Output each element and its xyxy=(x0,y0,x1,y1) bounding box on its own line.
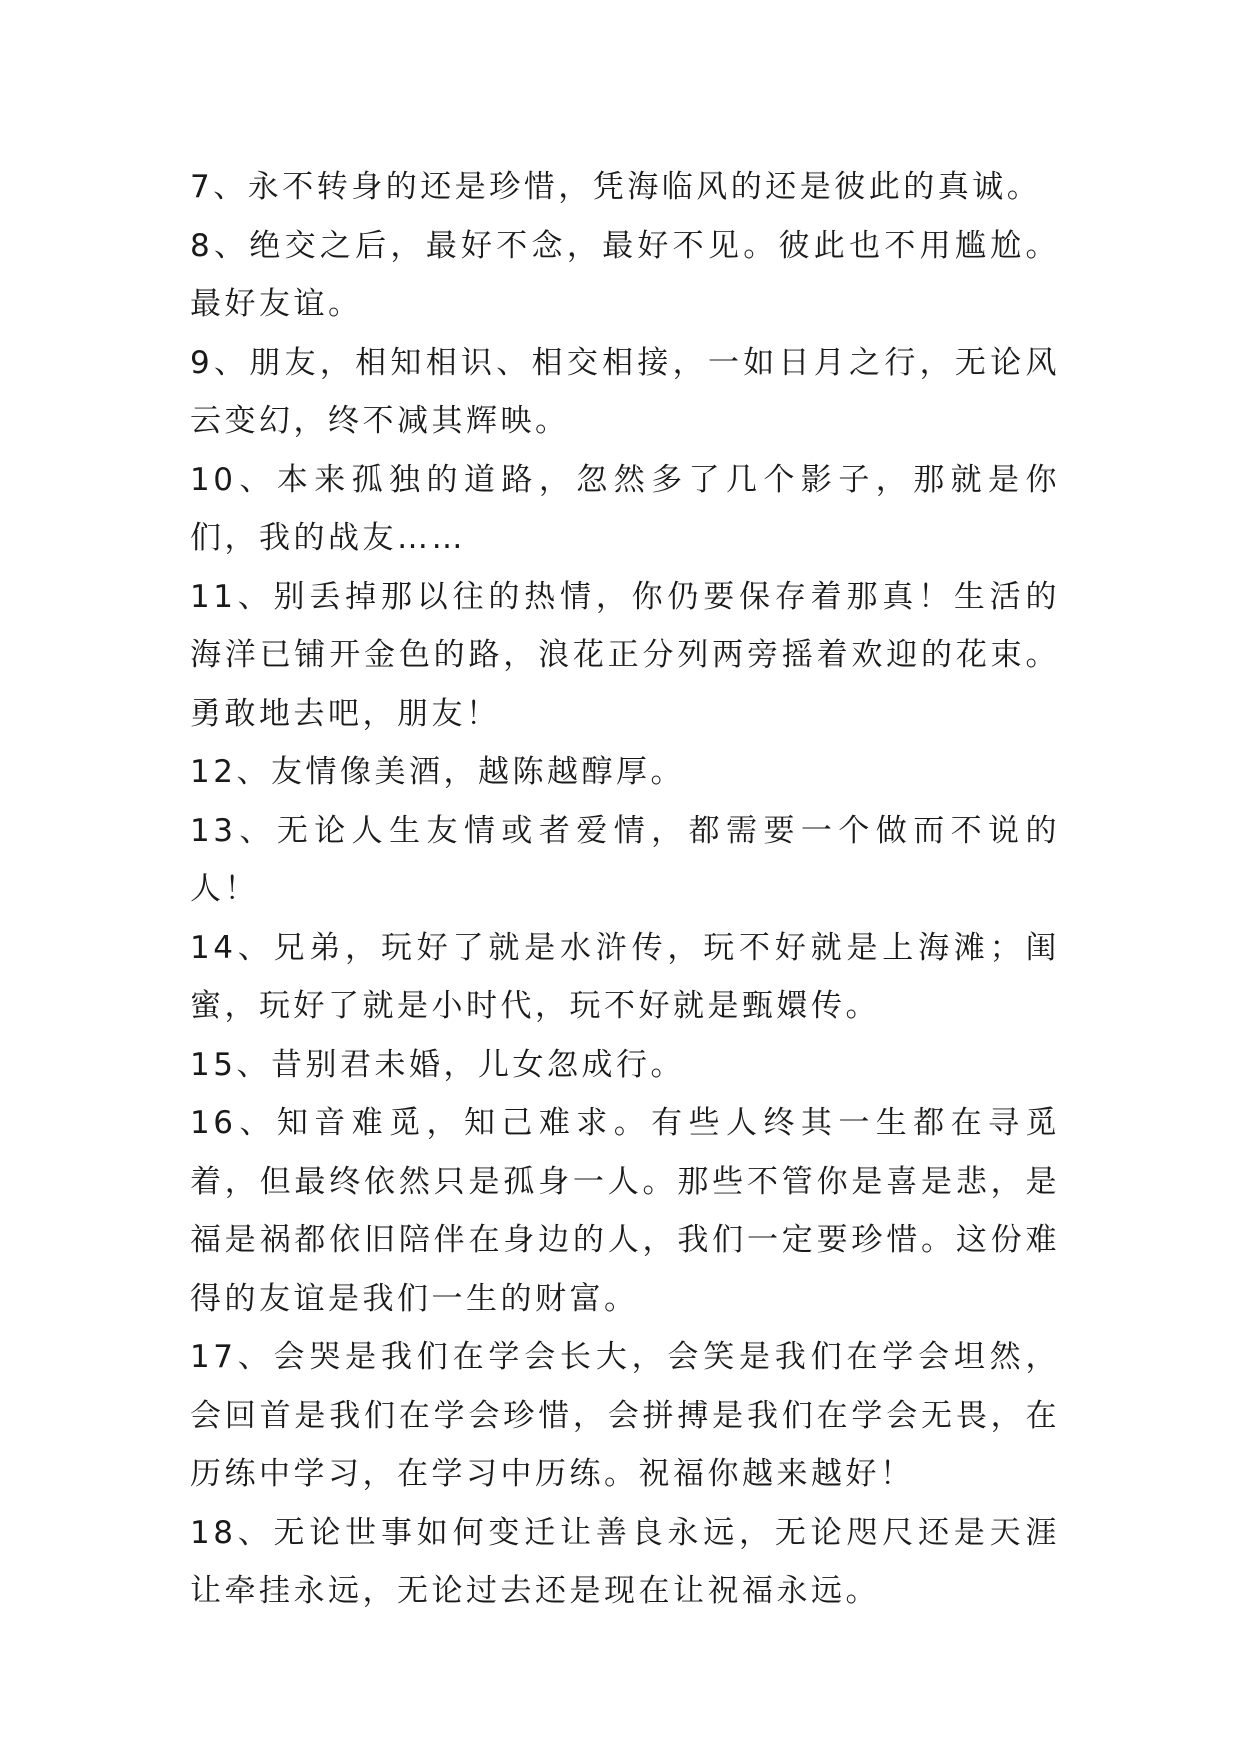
paragraph-18: 18、无论世事如何变迁让善良永远，无论咫尺还是天涯让牵挂永远，无论过去还是现在让祝福永远。 xyxy=(190,1514,1060,1609)
paragraph-16: 16、知音难觅，知己难求。有些人终其一生都在寻觅着，但最终依然只是孤身一人。那些不管你是喜是悲，是福是祸都依旧陪伴在身边的人，我们一定要珍惜。这份难得的友谊是我们一生的财富。 xyxy=(190,1105,1060,1317)
paragraph-15: 15、昔别君未婚，儿女忽成行。 xyxy=(190,1046,685,1083)
paragraph-14: 14、兄弟，玩好了就是水浒传，玩不好就是上海滩；闺蜜，玩好了就是小时代，玩不好就是甄嬛传。 xyxy=(190,929,1060,1024)
document-body xyxy=(190,158,1060,1621)
paragraph-10: 10、本来孤独的道路，忽然多了几个影子，那就是你们，我的战友…… xyxy=(190,461,1060,556)
paragraph-9: 9、朋友，相知相识、相交相接，一如日月之行，无论风云变幻，终不减其辉映。 xyxy=(190,344,1060,439)
paragraph-8: 8、绝交之后，最好不念，最好不见。彼此也不用尴尬。最好友谊。 xyxy=(190,227,1060,322)
paragraph-17: 17、会哭是我们在学会长大，会笑是我们在学会坦然，会回首是我们在学会珍惜，会拼搏是我们在学会无畏，在历练中学习，在学习中历练。祝福你越来越好！ xyxy=(190,1339,1060,1492)
paragraph-13: 13、无论人生友情或者爱情，都需要一个做而不说的人！ xyxy=(190,812,1060,907)
paragraph-12: 12、友情像美酒，越陈越醇厚。 xyxy=(190,754,685,790)
paragraph-11: 11、别丢掉那以往的热情，你仍要保存着那真！生活的海洋已铺开金色的路，浪花正分列两旁摇着欢迎的花束。勇敢地去吧，朋友！ xyxy=(190,578,1060,732)
paragraph-7: 7、永不转身的还是珍惜，凭海临风的还是彼此的真诚。 xyxy=(190,169,1042,205)
